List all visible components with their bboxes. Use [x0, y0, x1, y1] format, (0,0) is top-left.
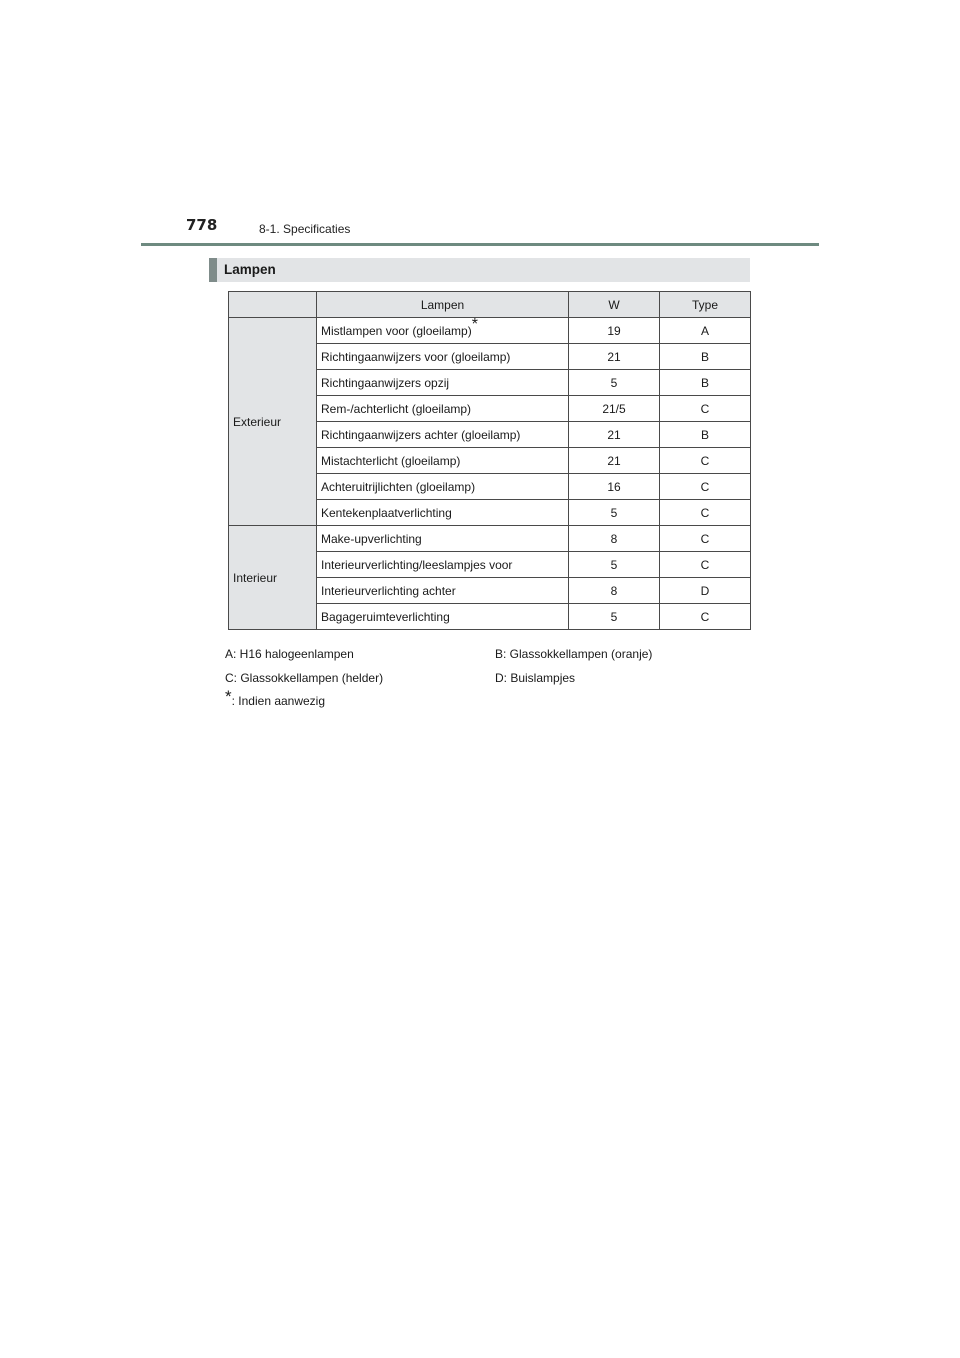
table-header-row: [229, 292, 751, 318]
header-w: W: [569, 292, 660, 318]
lamp-watt: 21: [569, 344, 660, 370]
lamp-type: C: [660, 474, 751, 500]
legend-d: D: Buislampjes: [495, 671, 576, 685]
table-row: [229, 318, 751, 344]
lamp-name: Richtingaanwijzers opzij: [317, 370, 569, 396]
group-exterieur: Exterieur: [229, 318, 317, 526]
lamp-watt: 8: [569, 526, 660, 552]
lamp-watt: 21/5: [569, 396, 660, 422]
legend-a: A: H16 halogeenlampen: [225, 647, 354, 661]
section-heading: [209, 258, 750, 282]
header-group: [229, 292, 317, 318]
lamp-type: C: [660, 500, 751, 526]
lamp-name: Interieurverlichting/leeslampjes voor: [317, 552, 569, 578]
lamp-name: Mistachterlicht (gloeilamp): [317, 448, 569, 474]
footnote-marker: *: [471, 315, 478, 333]
lamp-type: A: [660, 318, 751, 344]
lamp-name: Kentekenplaatverlichting: [317, 500, 569, 526]
lamp-name: Richtingaanwijzers achter (gloeilamp): [317, 422, 569, 448]
lamp-watt: 16: [569, 474, 660, 500]
lamp-name: [317, 315, 569, 344]
lamp-label: Mistlampen voor (gloeilamp): [321, 323, 472, 338]
header-rule: [141, 243, 819, 246]
lamp-name: Richtingaanwijzers voor (gloeilamp): [317, 344, 569, 370]
lamp-name: Rem-/achterlicht (gloeilamp): [317, 396, 569, 422]
footnote-text: : Indien aanwezig: [231, 694, 326, 708]
lamp-type: B: [660, 370, 751, 396]
lamp-type: C: [660, 448, 751, 474]
lamp-watt: 5: [569, 604, 660, 630]
lamp-type: B: [660, 344, 751, 370]
table-row: [229, 526, 751, 552]
section-marker: [209, 258, 217, 282]
section-title: Lampen: [224, 262, 276, 277]
lamp-watt: 21: [569, 422, 660, 448]
lamp-watt: 5: [569, 370, 660, 396]
lamp-type: C: [660, 526, 751, 552]
lamp-type: C: [660, 396, 751, 422]
chapter-title: 8-1. Specificaties: [259, 222, 351, 236]
group-interieur: Interieur: [229, 526, 317, 630]
lamp-watt: 21: [569, 448, 660, 474]
lamp-watt: 8: [569, 578, 660, 604]
legend-b: B: Glassokkellampen (oranje): [495, 647, 653, 661]
lamp-name: Make-upverlichting: [317, 526, 569, 552]
lamp-watt: 19: [569, 318, 660, 344]
lamp-watt: 5: [569, 500, 660, 526]
footnote: [225, 687, 326, 708]
header-lampen: Lampen: [317, 292, 569, 318]
lamp-name: Interieurverlichting achter: [317, 578, 569, 604]
lamp-name: Achteruitrijlichten (gloeilamp): [317, 474, 569, 500]
lamp-type: D: [660, 578, 751, 604]
bulb-specs-table: [228, 291, 751, 630]
lamp-type: C: [660, 604, 751, 630]
lamp-name: Bagageruimteverlichting: [317, 604, 569, 630]
lamp-watt: 5: [569, 552, 660, 578]
legend-c: C: Glassokkellampen (helder): [225, 671, 384, 685]
lamp-type: B: [660, 422, 751, 448]
header-type: Type: [660, 292, 751, 318]
page-number: 778: [186, 216, 218, 234]
footnote-star: *: [225, 687, 232, 706]
lamp-type: C: [660, 552, 751, 578]
